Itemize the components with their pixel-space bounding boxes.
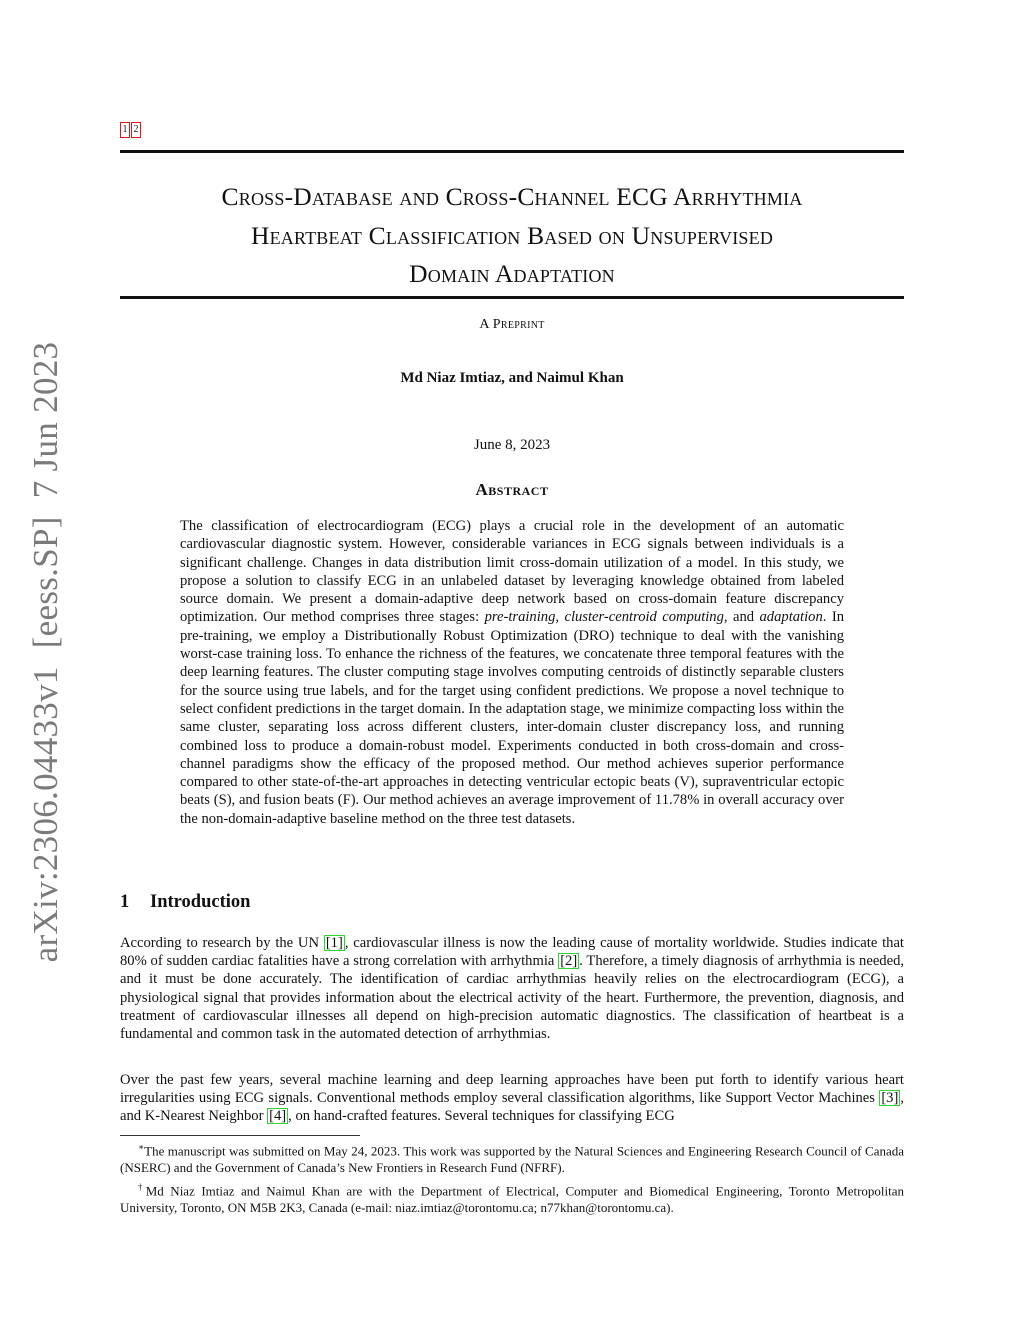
abstract-text <box>180 517 844 828</box>
paragraph-text: Over the past few years, several machine learning and deep learning approaches have been put forth to identify various heart irregularities using ECG signals. Conventional methods employ several classification algorithms, like Support Vector Machines <box>120 1072 904 1107</box>
abstract-separator: , and <box>723 609 760 626</box>
footnote-link-1[interactable]: 1 <box>120 122 130 138</box>
abstract-segment: The classification of electrocardiogram (ECG) plays a crucial role in the development of an automatic cardiovascular diagnostic system. However, considerable variances in ECG signals between individuals is a significant challenge. Changes in data distribution limit cross-domain utilization of a model. In this study, we propose a solution to classify ECG in an unlabeled dataset by leveraging knowledge obtained from labeled source domain. We present a domain-adaptive deep network based on cross-domain feature discrepancy optimization. Our method comprises three stages: <box>180 518 844 626</box>
abstract-separator: , <box>555 609 565 626</box>
citation-link-1[interactable]: [1] <box>325 935 343 951</box>
footnote-submission <box>120 1139 904 1177</box>
section-title: Introduction <box>150 892 251 912</box>
abstract-heading: Abstract <box>475 480 549 499</box>
footnote-affiliation <box>120 1179 904 1217</box>
arxiv-identifier-stamp <box>26 342 66 963</box>
title-top-rule <box>120 150 904 153</box>
footnote-link-2[interactable]: 2 <box>131 122 141 138</box>
section-heading-introduction <box>120 892 250 913</box>
abstract-stage-pretraining: pre-training <box>484 609 556 626</box>
paper-title <box>120 178 904 294</box>
author-list: Md Niaz Imtiaz, and Naimul Khan <box>400 370 624 386</box>
paragraph-text: , cardiovascular illness is now the leading cause of mortality worldwide. Studies indicate that 80% of sudden cardiac fatalities have a strong correlation with arrhythmia <box>120 935 904 970</box>
paragraph-text: , on hand-crafted features. Several techniques for classifying ECG <box>288 1108 675 1125</box>
paragraph-text: According to research by the UN <box>120 935 324 951</box>
footnote-markers <box>120 122 142 138</box>
footnotes <box>120 1139 904 1219</box>
abstract-stage-cluster: cluster-centroid computing <box>564 609 724 626</box>
title-line: Heartbeat Classification Based on Unsupervised <box>250 220 774 250</box>
footnote-mark: ∗ <box>138 1142 145 1152</box>
arxiv-id: arXiv:2306.04433v1 <box>26 666 65 963</box>
arxiv-category: [eess.SP] <box>26 516 65 649</box>
footnote-text: The manuscript was submitted on May 24, 2023. This work was supported by the Natural Sciences and Engineering Research Council of Canada (NSERC) and the Government of Canada’s New Frontiers in Research Fund (NFRF). <box>120 1143 904 1176</box>
title-line: Cross-Database and Cross-Channel ECG Arrhythmia <box>221 182 803 211</box>
footnote-divider <box>120 1135 360 1136</box>
abstract-stage-adaptation: adaptation <box>759 609 823 626</box>
paragraph-text: , and K-Nearest Neighbor <box>120 1090 904 1125</box>
footnote-text: Md Niaz Imtiaz and Naimul Khan are with the Department of Electrical, Computer and Biomedical Engineering, Toronto Metropolitan University, Toronto, ON M5B 2K3, Canada (e-mail: niaz.imtiaz@torontomu.ca; n77khan@torontomu.ca). <box>120 1183 905 1216</box>
section-number: 1 <box>120 892 130 912</box>
paper-date: June 8, 2023 <box>473 437 551 453</box>
paragraph-text: . Therefore, a timely diagnosis of arrhythmia is needed, and it must be done accurately. The identification of cardiac arrhythmias heavily relies on the electrocardiogram (ECG), a physiological signal that provides information about the electrical activity of the heart. Furthermore, the prevention, diagnosis, and treatment of cardiovascular illnesses all depend on high-precision automatic diagnostics. The classification of heartbeat is a fundamental and common task in the automated detection of arrhythmias. <box>120 953 905 1043</box>
preprint-label: A Preprint <box>479 317 545 332</box>
citation-link-4[interactable]: [4] <box>269 1108 287 1125</box>
intro-paragraph-2 <box>120 1071 904 1126</box>
abstract-segment: . In pre-training, we employ a Distributionally Robust Optimization (DRO) technique to deal with the vanishing worst-case training loss. To enhance the richness of the features, we concatenate three temporal features with the deep learning features. The cluster computing stage involves computing centroids of distinctly separable clusters for the source using true labels, and for the target using confident predictions. We propose a novel technique to select confident predictions in the target domain. In the adaptation stage, we minimize compacting loss within the same cluster, separating loss across different clusters, inter-domain cluster discrepancy loss, and running combined loss to produce a domain-robust model. Experiments conducted in both cross-domain and cross-channel paradigms show the efficacy of the proposed method. Our method achieves superior performance compared to other state-of-the-art approaches in detecting ventricular ectopic beats (V), supraventricular ectopic beats (S), and fusion beats (F). Our method achieves an average improvement of 11.78% in overall accuracy over the non-domain-adaptive baseline method on the three test datasets. <box>180 609 844 827</box>
footnote-mark: † <box>138 1181 146 1192</box>
title-line: Domain Adaptation <box>409 259 615 288</box>
intro-paragraph-1 <box>120 934 904 1043</box>
arxiv-date: 7 Jun 2023 <box>26 341 65 499</box>
citation-link-3[interactable]: [3] <box>881 1090 899 1107</box>
title-bottom-rule <box>120 296 904 299</box>
citation-link-2[interactable]: [2] <box>560 953 578 970</box>
